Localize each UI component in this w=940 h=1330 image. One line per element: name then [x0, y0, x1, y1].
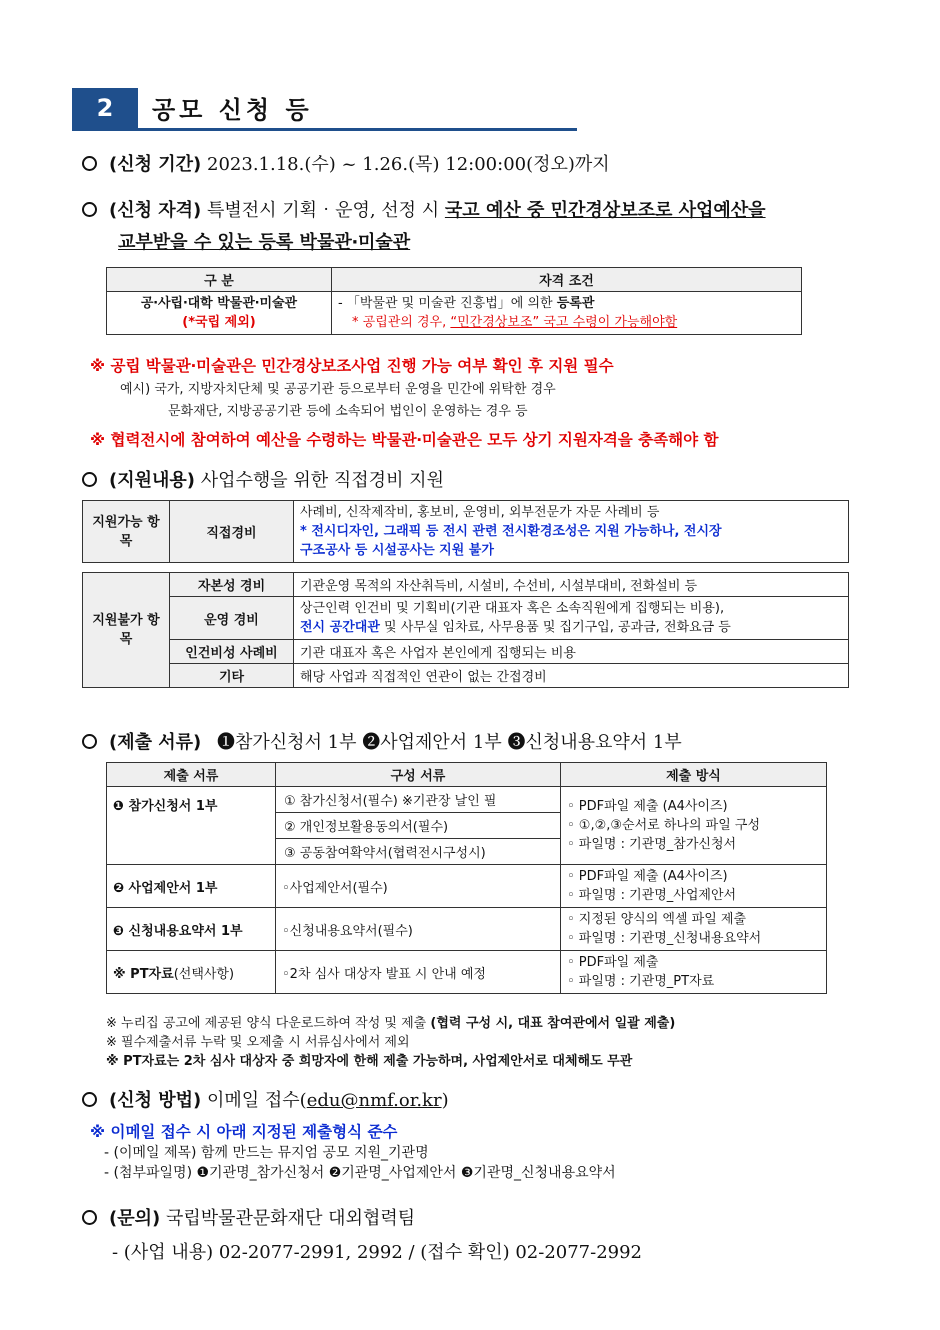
collab-note: ※ 협력전시에 참여하여 예산을 수령하는 박물관‧미술관은 모두 상기 지원자격을 충족해야 함: [90, 431, 719, 449]
inquiry-label: (문의): [109, 1208, 161, 1229]
circle-bullet-icon: [82, 472, 97, 487]
docs-r1-method-2: ◦ ①,②,③순서로 하나의 파일 구성: [567, 818, 761, 833]
support-no-table: [82, 572, 849, 688]
qual-category: 공‧사립‧대학 박물관‧미술관: [140, 296, 298, 311]
docs-r4-name-bold: ※ PT자료: [113, 966, 174, 982]
docs-r3-method-1: ◦ 지정된 양식의 엑셀 파일 제출: [567, 912, 747, 927]
period-label: (신청 기간): [109, 154, 202, 175]
docs-r4-method-1: ◦ PDF파일 제출: [567, 955, 659, 970]
qualification-label: (신청 자격): [109, 200, 202, 221]
docs-r2-method-2: ◦ 파일명 : 기관명_사업제안서: [567, 888, 737, 903]
support-ok-item: 직접경비: [170, 501, 294, 563]
support-ok-desc-1: 사례비, 신작제작비, 홍보비, 운영비, 외부전문가 자문 사례비 등: [300, 505, 660, 520]
support-ok-label-text: 지원가능 항목: [92, 514, 160, 549]
docs-r3-method-2: ◦ 파일명 : 기관명_신청내용요약서: [567, 931, 762, 946]
period-line: [82, 150, 610, 176]
support-label: (지원내용): [109, 470, 196, 491]
qual-condition-1: [338, 294, 795, 313]
docs-header-name: 제출 서류: [107, 763, 276, 787]
method-label: (신청 방법): [109, 1090, 202, 1111]
support-no-desc-0: 기관운영 목적의 자산취득비, 시설비, 수선비, 시설부대비, 전화설비 등: [294, 573, 849, 597]
support-no-item-2: 인건비성 사례비: [170, 640, 294, 664]
inquiry-value: 국립박물관문화재단 대외협력팀: [165, 1208, 416, 1229]
docs-r1-docs: [276, 787, 561, 865]
method-value-post: ): [441, 1090, 449, 1111]
docs-r1-method: [561, 787, 827, 865]
qualification-text3: 교부받을 수 있는 등록 박물관‧미술관: [118, 232, 411, 253]
support-no-desc-2: 기관 대표자 혹은 사업자 본인에게 집행되는 비용: [294, 640, 849, 664]
support-ok-desc: [294, 501, 849, 563]
qual-category-note: (*국립 제외): [182, 315, 256, 330]
docs-note-a: [106, 1014, 675, 1033]
support-no-desc-3: 해당 사업과 직접적인 연관이 없는 간접경비: [294, 664, 849, 688]
docs-r3-name: ❸ 신청내용요약서 1부: [107, 908, 276, 951]
example-line-2: 문화재단, 지방공공기관 등에 소속되어 법인이 운영하는 경우 등: [168, 404, 528, 419]
docs-r1-doc-2: ② 개인정보활용동의서(필수): [276, 813, 560, 839]
docs-r1-doc-1: ① 참가신청서(필수) ※기관장 날인 필: [276, 787, 560, 813]
email-attachment-line: - (첨부파일명) ❶기관명_참가신청서 ❷기관명_사업제안서 ❸기관명_신청내용요약서: [104, 1165, 616, 1181]
email-link[interactable]: edu@nmf.or.kr: [306, 1090, 442, 1111]
qualification-text2: 국고 예산 중 민간경상보조로 사업예산을: [444, 200, 766, 221]
docs-r2-name: ❷ 사업제안서 1부: [107, 865, 276, 908]
support-ok-desc-3: 구조공사 등 시설공사는 지원 불가: [300, 543, 494, 558]
docs-header-docs: 구성 서류: [276, 763, 561, 787]
support-ok-table: [82, 500, 849, 563]
docs-value: ❶참가신청서 1부 ❷사업제안서 1부 ❸신청내용요약서 1부: [217, 732, 682, 753]
section-number: 2: [72, 88, 138, 128]
example-line-1: 예시) 국가, 지방자치단체 및 공공기관 등으로부터 운영을 민간에 위탁한 경우: [120, 382, 556, 397]
docs-r1-method-3: ◦ 파일명 : 기관명_참가신청서: [567, 837, 737, 852]
email-format-note: ※ 이메일 접수 시 아래 지정된 제출형식 준수: [90, 1123, 398, 1141]
support-value: 사업수행을 위한 직접경비 지원: [200, 470, 444, 491]
circle-bullet-icon: [82, 202, 97, 217]
qual-condition-2-text: * 공립관의 경우,: [352, 315, 447, 330]
docs-r2-method: [561, 865, 827, 908]
qual-condition-1-bold: 등록관: [556, 296, 595, 311]
support-no-label-text: 지원불가 항목: [92, 613, 160, 647]
docs-r3-method: [561, 908, 827, 951]
support-no-desc-1b-rest: 및 사무실 임차료, 사무용품 및 집기구입, 공과금, 전화요금 등: [384, 620, 731, 635]
method-line: [82, 1086, 449, 1112]
qual-condition-2: [338, 313, 795, 332]
circle-bullet-icon: [82, 1092, 97, 1107]
docs-r2-docs: ◦사업제안서(필수): [276, 865, 561, 908]
support-no-desc-1: [294, 597, 849, 640]
circle-bullet-icon: [82, 1210, 97, 1225]
support-no-desc-1a: 상근인력 인건비 및 기획비(기관 대표자 혹은 소속직원에게 집행되는 비용),: [300, 601, 725, 616]
section-underline: [72, 128, 577, 131]
docs-note-c: ※ PT자료는 2차 심사 대상자 중 희망자에 한해 제출 가능하며, 사업제안서로 대체해도 무관: [106, 1054, 633, 1069]
circle-bullet-icon: [82, 156, 97, 171]
section-title: 공모 신청 등: [152, 96, 313, 124]
docs-r1-name: ❶ 참가신청서 1부: [107, 787, 276, 865]
docs-header-method: 제출 방식: [561, 763, 827, 787]
circle-bullet-icon: [82, 734, 97, 749]
section-header: [72, 88, 577, 130]
docs-r4-name-sub: (선택사항): [173, 966, 235, 982]
support-line: [82, 466, 444, 492]
support-no-item-3: 기타: [170, 664, 294, 688]
docs-note-a-text: ※ 누리집 공고에 제공된 양식 다운로드하여 작성 및 제출: [106, 1016, 427, 1031]
docs-r3-docs: ◦신청내용요약서(필수): [276, 908, 561, 951]
email-subject-line: - (이메일 제목) 함께 만드는 뮤지엄 공모 지원_기관명: [104, 1145, 429, 1161]
qualification-text1: 특별전시 기획‧운영, 선정 시: [207, 200, 440, 221]
qual-header-condition: 자격 조건: [332, 268, 802, 292]
qualification-line: [82, 196, 766, 222]
docs-r4-docs: ◦2차 심사 대상자 발표 시 안내 예정: [276, 951, 561, 994]
qual-condition-1-text: - 「박물관 및 미술관 진흥법」에 의한: [338, 296, 553, 311]
support-no-item-0: 자본성 경비: [170, 573, 294, 597]
support-no-desc-1b: [300, 618, 842, 637]
docs-r2-method-1: ◦ PDF파일 제출 (A4사이즈): [567, 869, 728, 884]
docs-table: [106, 762, 827, 994]
period-value: 2023.1.18.(수) ~ 1.26.(목) 12:00:00(정오)까지: [207, 154, 610, 175]
docs-r4-method: [561, 951, 827, 994]
docs-notes: [106, 1014, 675, 1071]
method-value-pre: 이메일 접수(: [207, 1090, 307, 1111]
docs-note-a-bold: (협력 구성 시, 대표 참여관에서 일괄 제출): [430, 1016, 676, 1031]
qual-category-cell: [107, 292, 332, 335]
docs-r4-name: [107, 951, 276, 994]
inquiry-contact: - (사업 내용) 02-2077-2991, 2992 / (접수 확인) 02-2077-2992: [112, 1242, 643, 1263]
public-museum-note: ※ 공립 박물관‧미술관은 민간경상보조사업 진행 가능 여부 확인 후 지원 필수: [90, 357, 614, 375]
docs-line: [82, 728, 682, 754]
qual-condition-2-underline: “민간경상보조” 국고 수령이 가능해야함: [450, 315, 678, 330]
inquiry-line: [82, 1204, 415, 1230]
docs-label: (제출 서류): [109, 732, 202, 753]
docs-note-b: ※ 필수제출서류 누락 및 오제출 시 서류심사에서 제외: [106, 1035, 410, 1050]
support-no-desc-1b-blue: 전시 공간대관: [300, 620, 380, 635]
qualification-line2: [118, 228, 410, 254]
qual-header-category: 구 분: [107, 268, 332, 292]
support-no-label: [83, 573, 170, 688]
docs-r1-doc-3: ③ 공동참여확약서(협력전시구성시): [284, 846, 486, 861]
support-ok-desc-2: * 전시디자인, 그래픽 등 전시 관련 전시환경조성은 지원 가능하나, 전시장: [300, 524, 722, 539]
qualification-table: [106, 267, 802, 335]
docs-r1-method-1: ◦ PDF파일 제출 (A4사이즈): [567, 799, 728, 814]
support-no-item-1: 운영 경비: [170, 597, 294, 640]
support-ok-label: [83, 501, 170, 563]
qual-condition-cell: [332, 292, 802, 335]
docs-r4-method-2: ◦ 파일명 : 기관명_PT자료: [567, 974, 715, 989]
